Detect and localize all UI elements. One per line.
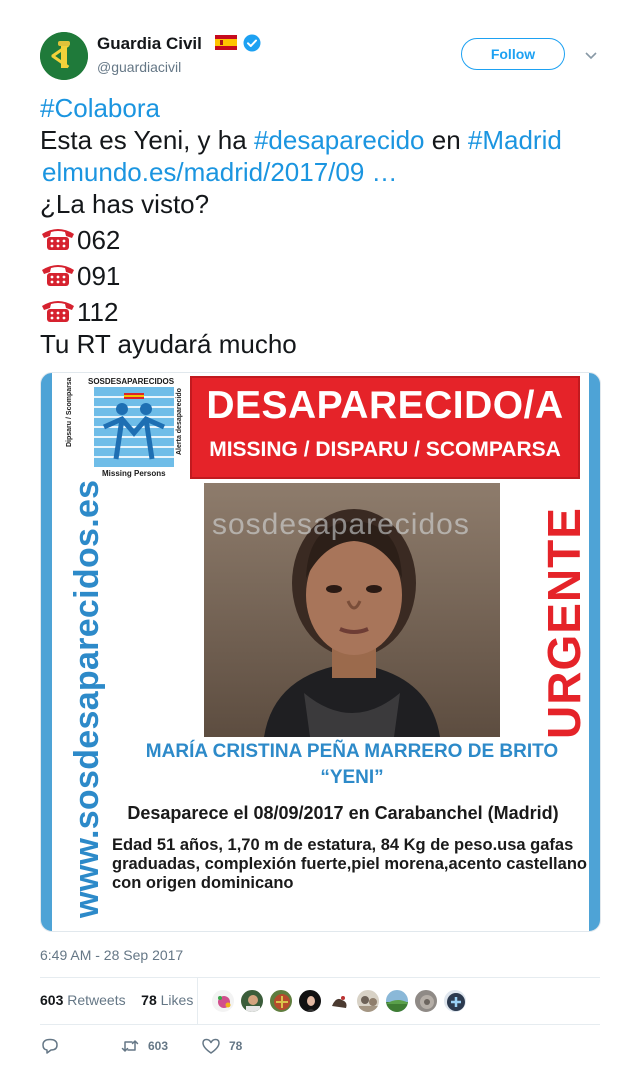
hashtag-madrid[interactable]: #Madrid [467,125,562,155]
divider [40,977,600,978]
person-name: MARÍA CRISTINA PEÑA MARRERO DE BRITO [145,741,559,762]
phone-number: 091 [77,261,121,291]
tweet-line-link [42,156,398,188]
hashtag-desaparecido[interactable]: #desaparecido [253,125,425,155]
follow-button[interactable]: Follow [461,38,565,70]
urgent-label: URGENTE [538,507,590,739]
retweets-count: 603 [40,992,64,1008]
vertical-divider [197,978,198,1024]
liker-avatar[interactable] [414,989,438,1013]
person-name-block [122,739,582,791]
phone-line [40,260,120,292]
chevron-down-icon[interactable] [584,48,598,58]
tweet-line-intro [40,124,562,156]
verified-badge-icon [243,34,261,52]
person-alias: “YENI” [320,767,384,788]
hashtag-colabora[interactable]: #Colabora [40,93,160,123]
guardia-civil-crest-icon [40,32,88,80]
person-description: Edad 51 años, 1,70 m de estatura, 84 Kg de peso.usa gafas graduadas, complexión fuerte,piel morena,acento castellano con origen dominicano [112,836,587,892]
attached-poster-image[interactable] [40,372,601,932]
liker-avatar[interactable] [298,989,322,1013]
logo-side-right: Alerta desaparecido [176,388,183,455]
like-button[interactable] [201,1036,242,1056]
sosdesaparecidos-logo [66,377,185,478]
phone-number: 112 [77,297,119,327]
phone-line [40,224,120,256]
tweet-text: Esta es Yeni, y ha [40,125,254,155]
tweet-closing: Tu RT ayudará mucho [40,329,297,359]
tweet-line-hashtag [40,92,160,124]
likes-stat[interactable] [141,992,193,1008]
disappearance-date: Desaparece el 08/09/2017 en Carabanchel (Madrid) [127,803,559,823]
telephone-icon [40,261,76,287]
tweet-text: en [424,125,468,155]
handle[interactable]: @guardiacivil [97,59,182,75]
retweets-stat[interactable] [40,992,126,1008]
telephone-icon [40,225,76,251]
likes-label: Likes [160,992,194,1008]
liker-avatar[interactable] [211,989,235,1013]
engagement-stats [40,992,193,1008]
phone-number: 062 [77,225,121,255]
display-name[interactable]: Guardia Civil [97,34,202,53]
heart-icon [201,1036,221,1056]
retweets-label: Retweets [67,992,126,1008]
liker-avatar[interactable] [385,989,409,1013]
banner-subtitle: MISSING / DISPARU / SCOMPARSA [209,438,561,461]
retweet-button[interactable] [120,1036,168,1056]
banner-title: DESAPARECIDO/A [206,384,564,427]
liker-avatar[interactable] [269,989,293,1013]
liker-avatar[interactable] [240,989,264,1013]
logo-side-left: Dipsaru / Scomparsa [66,377,73,447]
reply-button[interactable] [40,1036,60,1061]
reply-icon [40,1036,60,1056]
liker-avatar[interactable] [356,989,380,1013]
spain-flag-icon [215,35,237,50]
missing-banner [190,376,580,479]
retweet-icon [120,1036,140,1056]
phone-line [40,296,118,328]
logo-subtitle: Missing Persons [102,469,166,478]
likes-count: 78 [141,992,157,1008]
tweet-question: ¿La has visto? [40,189,210,219]
missing-persons-logo-icon [94,387,174,467]
tweet-timestamp[interactable]: 6:49 AM - 28 Sep 2017 [40,947,184,963]
liker-avatar[interactable] [443,989,467,1013]
logo-title: SOSDESAPARECIDOS [88,377,175,386]
avatar[interactable] [40,32,88,80]
liker-avatar[interactable] [327,989,351,1013]
telephone-icon [40,297,76,323]
poster-content [52,373,589,932]
divider [40,1024,600,1025]
watermark-text: sosdesaparecidos [212,508,470,541]
vertical-website-url: www.sosdesaparecidos.es [68,479,106,918]
like-count: 78 [229,1039,243,1053]
retweet-count: 603 [148,1039,169,1053]
article-link[interactable]: elmundo.es/madrid/2017/09 … [42,157,398,187]
